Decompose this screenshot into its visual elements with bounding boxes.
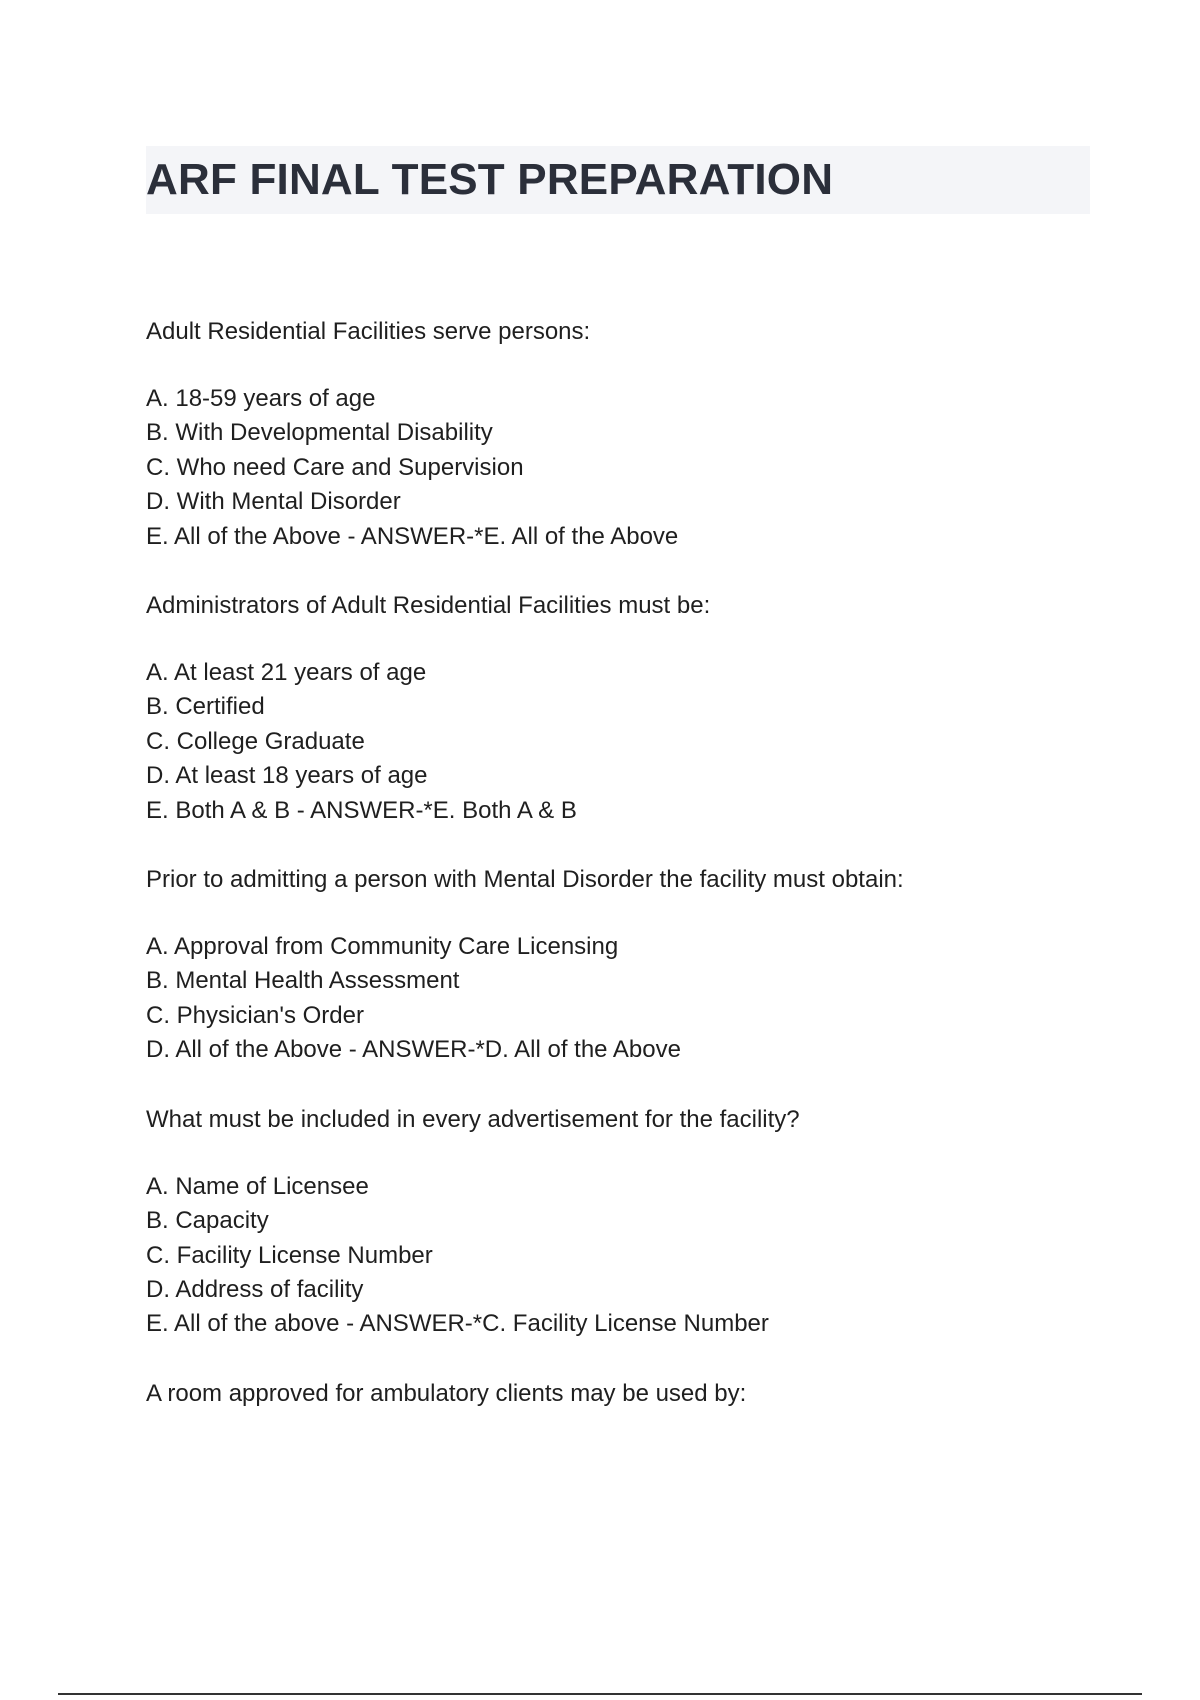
page-bottom-rule (58, 1693, 1142, 1695)
answer-options (146, 1170, 1096, 1342)
answer-option: D. All of the Above - ANSWER-*D. All of the Above (146, 1036, 681, 1064)
answer-option: C. Who need Care and Supervision (146, 453, 524, 481)
answer-option: C. Facility License Number (146, 1241, 433, 1269)
question-list (146, 314, 1096, 1411)
answer-option: A. Name of Licensee (146, 1172, 369, 1200)
answer-option: D. At least 18 years of age (146, 762, 428, 790)
answer-option: D. With Mental Disorder (146, 488, 401, 516)
question-text: A room approved for ambulatory clients may be used by: (146, 1379, 747, 1407)
answer-option: D. Address of facility (146, 1275, 364, 1303)
question-block (146, 314, 1096, 554)
answer-option: E. Both A & B - ANSWER-*E. Both A & B (146, 796, 577, 824)
answer-option: C. College Graduate (146, 727, 365, 755)
question-block (146, 1102, 1096, 1342)
answer-options (146, 382, 1096, 554)
answer-option: A. At least 21 years of age (146, 659, 427, 687)
answer-options (146, 930, 1096, 1068)
question-text: Adult Residential Facilities serve persons: (146, 318, 591, 345)
question-text: Administrators of Adult Residential Facilities must be: (146, 592, 711, 620)
answer-option: A. 18-59 years of age (146, 385, 376, 412)
answer-option: A. Approval from Community Care Licensing (146, 933, 619, 961)
question-block (146, 588, 1096, 828)
question-text: What must be included in every advertisement for the facility? (146, 1105, 800, 1133)
answer-option: B. Mental Health Assessment (146, 967, 460, 995)
answer-option: B. Certified (146, 693, 265, 721)
answer-option: E. All of the Above - ANSWER-*E. All of the Above (146, 522, 679, 550)
document-title: ARF FINAL TEST PREPARATION (146, 155, 834, 204)
answer-option: B. Capacity (146, 1207, 269, 1235)
answer-option: B. With Developmental Disability (146, 419, 493, 447)
answer-option: C. Physician's Order (146, 1001, 364, 1029)
question-block (146, 1376, 1096, 1411)
answer-options (146, 656, 1096, 828)
answer-option: E. All of the above - ANSWER-*C. Facility License Number (146, 1310, 769, 1338)
question-block (146, 862, 1096, 1068)
question-text: Prior to admitting a person with Mental Disorder the facility must obtain: (146, 866, 904, 894)
